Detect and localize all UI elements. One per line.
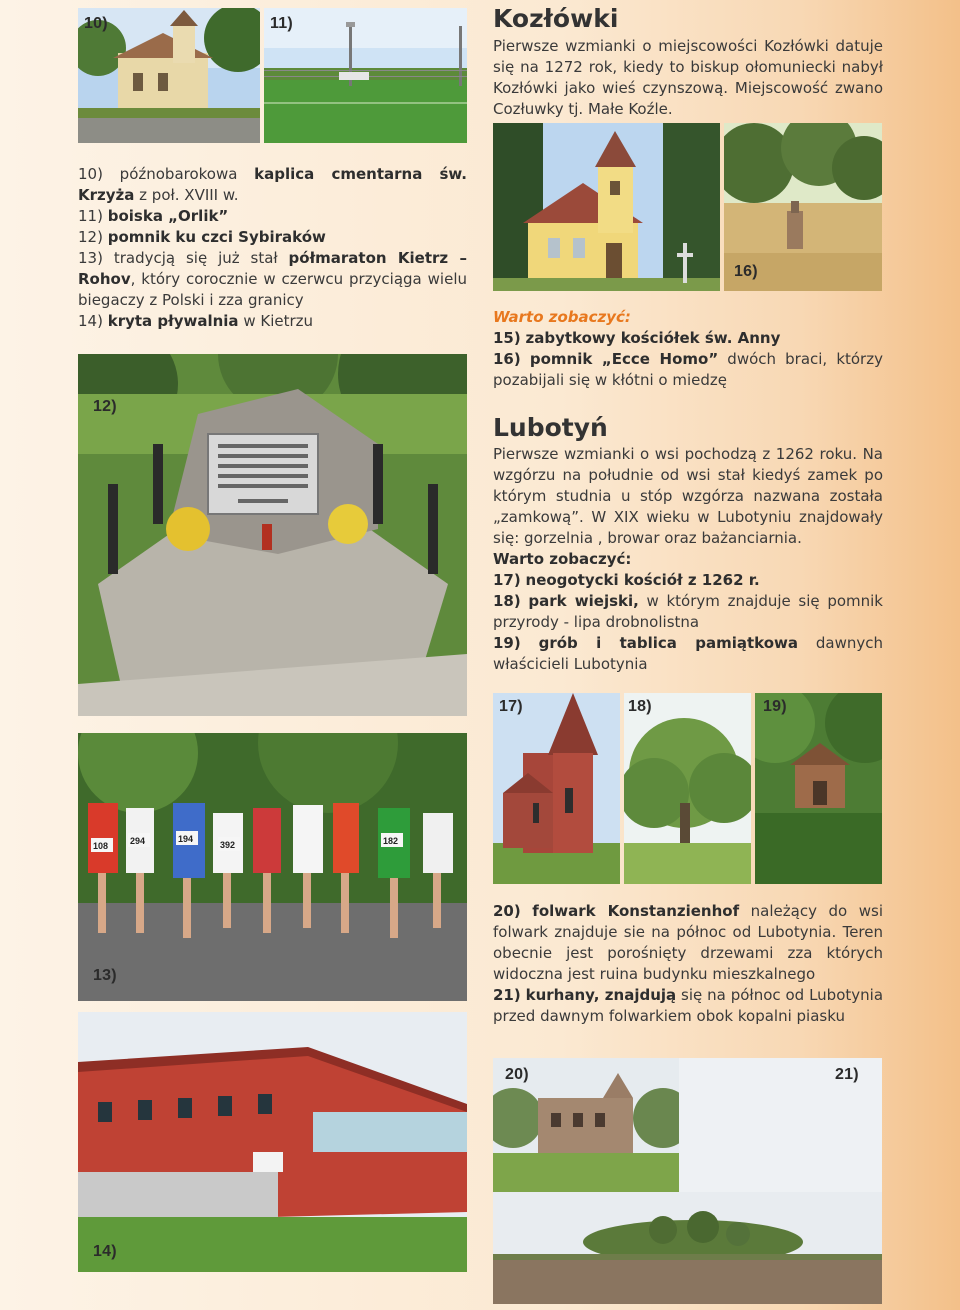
item-bold: boiska „Orlik” bbox=[107, 207, 229, 225]
item-text: w Kietrzu bbox=[238, 312, 314, 330]
item-number: 16) bbox=[493, 350, 521, 368]
item-text: tradycją się już stał bbox=[113, 249, 289, 267]
photo-number-20: 20) bbox=[505, 1066, 529, 1083]
caption-11 bbox=[78, 206, 467, 227]
item-number: 11) bbox=[78, 207, 103, 225]
caption-10 bbox=[78, 164, 467, 206]
item-text: z poł. XVIII w. bbox=[134, 186, 239, 204]
photo-st-anne-church bbox=[493, 123, 720, 291]
item-bold: kryta pływalnia bbox=[107, 312, 239, 330]
item-text: w którym znajduje się pomnik przyrody - lipa drobnolistna bbox=[493, 592, 883, 631]
photo-number-16: 16) bbox=[734, 263, 758, 280]
item-bold: grób i tablica pamiątkowa bbox=[538, 634, 799, 652]
lubotyn-section bbox=[493, 444, 883, 675]
item-bold: pomnik „Ecce Homo” bbox=[529, 350, 719, 368]
item-number: 21) bbox=[493, 986, 521, 1004]
lubotyn-items-20-21 bbox=[493, 901, 883, 1027]
item-text: dwóch braci, którzy pozabijali się w kłótni o miedzę bbox=[493, 350, 883, 389]
item-text: dawnych właścicieli Lubotynia bbox=[493, 634, 884, 673]
item-number: 14) bbox=[78, 312, 103, 330]
lubotyn-item-18 bbox=[493, 591, 883, 633]
item-bold: kaplica cmentarna św. Krzyża bbox=[78, 165, 467, 204]
item-number: 18) bbox=[493, 592, 521, 610]
item-number: 13) bbox=[78, 249, 103, 267]
item-bold: folwark Konstanzienhof bbox=[532, 902, 740, 920]
runner-bib: 392 bbox=[220, 840, 236, 850]
item-bold: półmaraton Kietrz – Rohov bbox=[78, 249, 467, 288]
photo-kurhany-field bbox=[493, 1192, 882, 1304]
photo-sybiraks-memorial bbox=[78, 354, 467, 716]
item-text: późnobarokowa bbox=[119, 165, 255, 183]
item-number: 10) bbox=[78, 165, 103, 183]
item-text: zabytkowy kościółek św. Anny bbox=[525, 329, 781, 347]
runner-bib: 182 bbox=[383, 836, 399, 846]
lubotyn-item-19 bbox=[493, 633, 883, 675]
runner-bib: 108 bbox=[93, 841, 109, 851]
photo-half-marathon bbox=[78, 733, 467, 1001]
item-number: 20) bbox=[493, 902, 521, 920]
item-text: należący do wsi folwark znajduje sie na północ od Lubotynia. Teren obecnie jest porośnięty drzewami zza których widoczna jest ruina budynku mieszkalnego bbox=[493, 902, 883, 983]
photo-tomb-plaque bbox=[755, 693, 882, 884]
kozlowki-item-15 bbox=[493, 328, 883, 349]
photo-indoor-pool bbox=[78, 1012, 467, 1272]
item-number: 15) bbox=[493, 329, 521, 347]
photo-number-14: 14) bbox=[93, 1243, 117, 1260]
photo-neogothic-church bbox=[493, 693, 620, 884]
lubotyn-item-21 bbox=[493, 985, 883, 1027]
lubotyn-item-17 bbox=[493, 570, 883, 591]
runner-bib: 294 bbox=[130, 836, 146, 846]
kozlowki-intro: Pierwsze wzmianki o miejscowości Kozłówki datuje się na 1272 rok, kiedy to biskup ołomuniecki nabył Kozłówki jako wieś czynszową. Miejscowość zwano Cozłuwky tj. Małe Koźle. bbox=[493, 37, 883, 118]
runner-bib: 194 bbox=[178, 834, 194, 844]
item-number: 19) bbox=[493, 634, 521, 652]
item-text: się na północ od Lubotynia przed dawnym folwarkiem obok kopalni piasku bbox=[493, 986, 884, 1025]
lubotyn-item-20 bbox=[493, 901, 883, 985]
caption-13 bbox=[78, 248, 467, 311]
lubotyn-heading: Lubotyń bbox=[493, 413, 608, 442]
photo-number-17: 17) bbox=[499, 698, 523, 715]
kozlowki-item-16 bbox=[493, 349, 883, 391]
photo-number-10: 10) bbox=[84, 15, 108, 32]
item-bold: park wiejski, bbox=[528, 592, 639, 610]
kozlowki-worth-seeing bbox=[493, 307, 883, 391]
item-bold: pomnik ku czci Sybiraków bbox=[107, 228, 326, 246]
caption-14 bbox=[78, 311, 467, 332]
lubotyn-intro: Pierwsze wzmianki o wsi pochodzą z 1262 roku. Na wzgórzu na południe od wsi stał kiedyś zamek po którym studnia u stóp wzgórza nazwana została „zamkową”. W XIX wieku w Lubotyniu znajdowały się: gorzelnia , browar oraz bażanciarnia. bbox=[493, 445, 883, 547]
photo-number-21: 21) bbox=[835, 1066, 859, 1083]
photo-number-19: 19) bbox=[763, 698, 787, 715]
photo-village-park bbox=[624, 693, 751, 884]
caption-12 bbox=[78, 227, 467, 248]
item-number: 17) bbox=[493, 571, 521, 589]
lubotyn-worth-seeing-heading: Warto zobaczyć: bbox=[493, 550, 632, 568]
item-bold: kurhany, znajdują bbox=[525, 986, 677, 1004]
photo-number-18: 18) bbox=[628, 698, 652, 715]
item-number: 12) bbox=[78, 228, 103, 246]
item-bold: neogotycki kościół z 1262 r. bbox=[525, 571, 760, 589]
photo-number-11: 11) bbox=[270, 15, 293, 32]
kozlowki-heading: Kozłówki bbox=[493, 4, 619, 33]
photo-number-13: 13) bbox=[93, 967, 117, 984]
kozlowki-worth-seeing-heading: Warto zobaczyć: bbox=[493, 308, 631, 326]
photo-orlik-pitch bbox=[264, 8, 467, 143]
photo-number-12: 12) bbox=[93, 398, 117, 415]
item-text: , który corocznie w czerwcu przyciąga wielu biegaczy z Polski i zza granicy bbox=[78, 270, 467, 309]
left-captions bbox=[78, 164, 467, 332]
